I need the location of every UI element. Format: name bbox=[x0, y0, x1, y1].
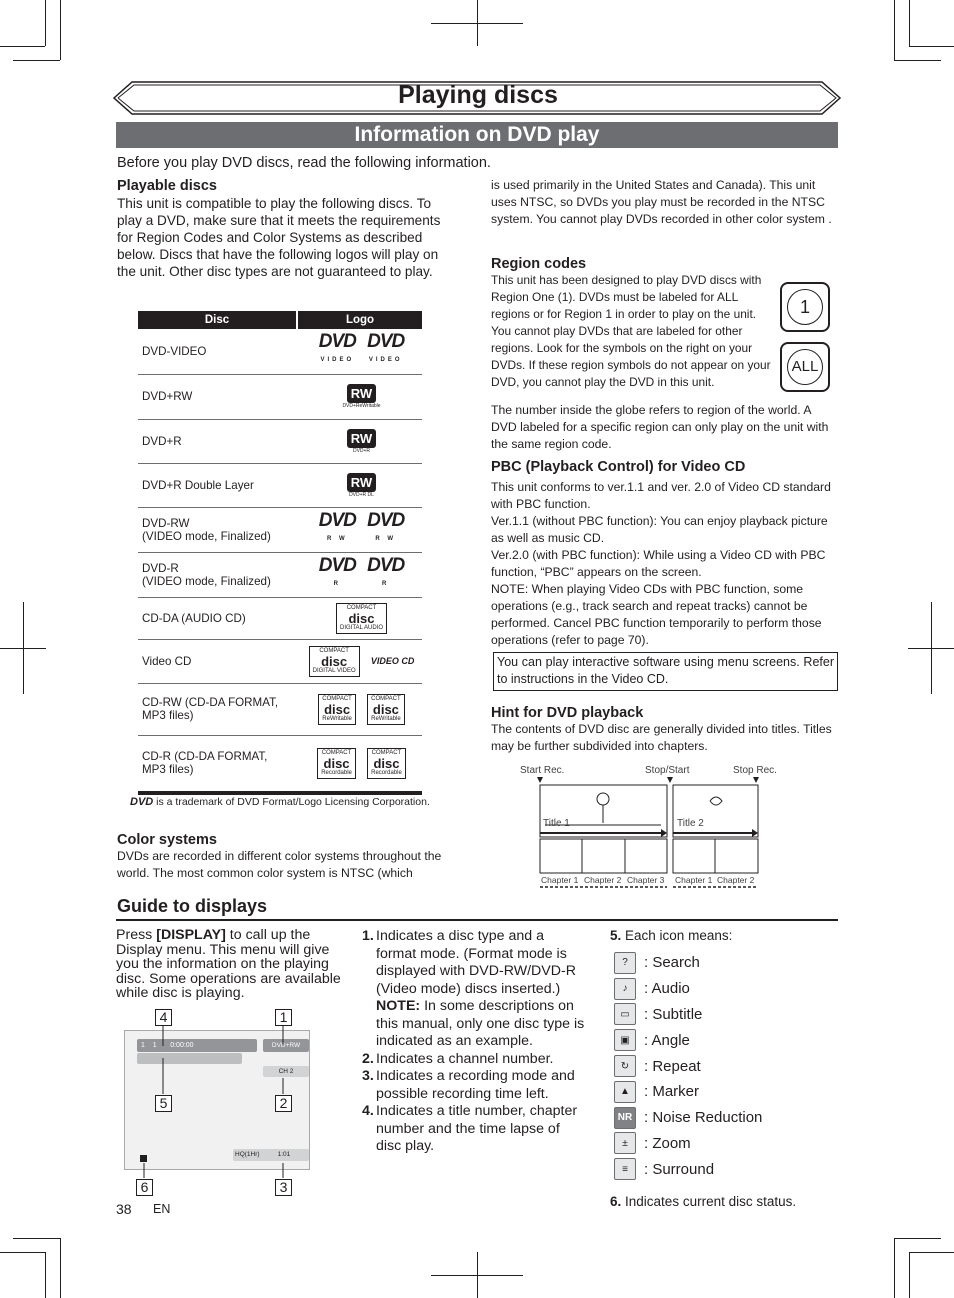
disc-name: DVD-R (VIDEO mode, Finalized) bbox=[138, 552, 297, 597]
guide-heading: Guide to displays bbox=[117, 896, 268, 916]
crop-mark bbox=[0, 46, 45, 47]
crop-mark bbox=[909, 1252, 910, 1298]
title-chapter-bar: 1 1 0:00:00 bbox=[137, 1039, 257, 1052]
callout-6: 6 bbox=[136, 1179, 153, 1196]
crop-mark bbox=[13, 60, 60, 61]
item-5: 5. Each icon means: bbox=[610, 928, 733, 943]
chapter-label: Chapter 2 bbox=[717, 875, 755, 885]
disc-name: DVD-RW (VIDEO mode, Finalized) bbox=[138, 507, 297, 552]
noise-reduction-icon: NR bbox=[614, 1107, 636, 1129]
stop-start-label: Stop/Start bbox=[645, 765, 690, 776]
chapter-label: Chapter 2 bbox=[584, 875, 622, 885]
dvd-logo: DVD VIDEO bbox=[367, 331, 405, 364]
legend-noise-reduction: NR : Noise Reduction bbox=[614, 1105, 762, 1131]
disc-name: CD-RW (CD-DA FORMAT, MP3 files) bbox=[138, 683, 297, 735]
list-item: 4. Indicates a title number, chapter number and the time lapse of disc play. bbox=[362, 1103, 578, 1154]
legend-angle: ▣ : Angle bbox=[614, 1027, 762, 1053]
legend-marker: ▲ : Marker bbox=[614, 1079, 762, 1105]
title-2-label: Title 2 bbox=[677, 818, 704, 829]
col-disc: Disc bbox=[138, 311, 297, 329]
list-item: 1. Indicates a disc type and a format mode. (Format mode is displayed with DVD-RW/DVD-R (Video mode) discs inserted.) NOTE: In some descriptions on this manual, only one disc type is indicated as an example. bbox=[362, 928, 585, 1049]
crop-mark bbox=[60, 1238, 61, 1298]
callout-2: 2 bbox=[275, 1095, 292, 1112]
cd-digital-audio-logo: COMPACT disc DIGITAL AUDIO bbox=[297, 597, 422, 639]
disc-name: CD-DA (AUDIO CD) bbox=[138, 597, 297, 639]
crop-mark bbox=[894, 1238, 895, 1298]
rec-mode-badge: HQ(1Hr) 1:01 bbox=[233, 1149, 309, 1161]
playable-heading: Playable discs bbox=[117, 178, 217, 194]
playable-body: This unit is compatible to play the following discs. To play a DVD, make sure that it meets the requirements for Region Codes and Color Systems as described below. Discs that have the following logos will play on the unit. Other disc types are not guaranteed to play. bbox=[117, 196, 441, 279]
disc-name: DVD+R Double Layer bbox=[138, 463, 297, 507]
disc-name: Video CD bbox=[138, 639, 297, 683]
color-systems-body: DVDs are recorded in different color systems throughout the world. The most common color system is NTSC (which bbox=[117, 849, 442, 880]
page-number: 38 bbox=[116, 1201, 132, 1217]
crop-mark bbox=[0, 1252, 45, 1253]
repeat-icon: ↻ bbox=[614, 1055, 636, 1077]
surround-icon: ≡ bbox=[614, 1158, 636, 1180]
subtitle-icon: ▭ bbox=[614, 1003, 636, 1025]
dvd-logo-small: DVD bbox=[130, 796, 154, 808]
col-logo: Logo bbox=[297, 311, 422, 329]
marker-icon: ▲ bbox=[614, 1081, 636, 1103]
region-heading: Region codes bbox=[491, 256, 587, 272]
callout-4: 4 bbox=[155, 1009, 172, 1026]
dvd-video-logo bbox=[297, 329, 422, 374]
section-divider bbox=[116, 919, 838, 921]
chapter-label: Chapter 1 bbox=[541, 875, 579, 885]
language-code: EN bbox=[153, 1202, 171, 1216]
crop-mark bbox=[45, 0, 46, 46]
cd-rewritable-logo: COMPACT disc ReWritable COMPACT disc ReWritable bbox=[297, 683, 422, 735]
pbc-section bbox=[491, 459, 838, 649]
zoom-icon: ± bbox=[614, 1132, 636, 1154]
playable-section bbox=[117, 178, 457, 280]
crop-mark bbox=[477, 0, 478, 46]
region-1-globe-icon: 1 bbox=[780, 282, 830, 332]
crop-mark bbox=[909, 1252, 954, 1253]
crop-mark bbox=[23, 602, 24, 694]
color-systems-section bbox=[117, 832, 467, 882]
legend-audio: ♪ : Audio bbox=[614, 976, 762, 1002]
guide-numbered-list bbox=[362, 928, 587, 1156]
pbc-note-box: You can play interactive software using menu screens. Refer to instructions in the Video CD. bbox=[493, 652, 838, 691]
crop-mark bbox=[13, 1238, 60, 1239]
page-banner bbox=[118, 82, 838, 114]
section-title: Information on DVD play bbox=[116, 122, 838, 148]
dvd-rw-video-logo: DVD R W DVD R W bbox=[297, 507, 422, 552]
guide-intro: Press [DISPLAY] to call up the Display menu. This menu will give you the information on the playing disc. Some operations are available while disc is playing. bbox=[116, 927, 341, 1002]
icon-legend bbox=[614, 950, 762, 1182]
crop-mark bbox=[894, 1238, 941, 1239]
item-6: 6. Indicates current disc status. bbox=[610, 1194, 797, 1209]
region-section bbox=[491, 256, 776, 391]
crop-mark bbox=[45, 1252, 46, 1298]
disc-table bbox=[138, 311, 422, 795]
disc-name: DVD-VIDEO bbox=[138, 329, 297, 374]
cd-recordable-logo: COMPACT disc Recordable COMPACT disc Recordable bbox=[297, 735, 422, 793]
disc-name: CD-R (CD-DA FORMAT, MP3 files) bbox=[138, 735, 297, 793]
title-1-label: Title 1 bbox=[543, 818, 570, 829]
audio-icon: ♪ bbox=[614, 978, 636, 1000]
region-body: This unit has been designed to play DVD discs with Region One (1). DVDs must be labeled for ALL regions or for Region 1 in order to play on the unit. You cannot play DVDs that are labeled for other regions. Look for the symbols on the right on your DVDs. If these region symbols do not appear on your DVD, you cannot play the DVD in this unit. bbox=[491, 273, 771, 389]
color-systems-heading: Color systems bbox=[117, 832, 217, 848]
angle-icon: ▣ bbox=[614, 1029, 636, 1051]
list-item: 2. Indicates a channel number. bbox=[362, 1050, 554, 1067]
callout-3: 3 bbox=[275, 1179, 292, 1196]
list-item: 3. Indicates a recording mode and possible recording time left. bbox=[362, 1068, 575, 1102]
hint-body: The contents of DVD disc are generally divided into titles. Titles may be further subdivided into chapters. bbox=[491, 722, 832, 753]
video-cd-logo: COMPACT disc DIGITAL VIDEO VIDEO CD bbox=[297, 639, 422, 683]
legend-search: ? : Search bbox=[614, 950, 762, 976]
display-key: [DISPLAY] bbox=[156, 927, 226, 943]
dvd-rw-logo: RW DVD+ReWritable bbox=[297, 374, 422, 419]
dvd-r-video-logo: DVD R DVD R bbox=[297, 552, 422, 597]
channel-badge: CH 2 bbox=[263, 1066, 309, 1077]
chapter-label: Chapter 1 bbox=[675, 875, 713, 885]
disc-type-badge: DVD+RW bbox=[263, 1039, 309, 1052]
dvd-logo: DVD VIDEO bbox=[318, 331, 356, 364]
crop-mark bbox=[60, 0, 61, 60]
page-title: Playing discs bbox=[398, 81, 558, 109]
region-body-2: The number inside the globe refers to region of the world. A DVD labeled for a specific region can only play on the unit with the same region code. bbox=[491, 403, 829, 451]
hint-heading: Hint for DVD playback bbox=[491, 705, 644, 721]
crop-mark bbox=[894, 0, 895, 60]
callout-1: 1 bbox=[275, 1009, 292, 1026]
crop-mark bbox=[909, 0, 910, 46]
crop-mark bbox=[909, 46, 954, 47]
legend-subtitle: ▭ : Subtitle bbox=[614, 1002, 762, 1028]
color-systems-cont: is used primarily in the United States and Canada). This unit uses NTSC, so DVDs you play must be recorded in the NTSC system. You cannot play DVDs recorded in other color system . bbox=[491, 178, 832, 226]
legend-surround: ≡ : Surround bbox=[614, 1156, 762, 1182]
chapter-label: Chapter 3 bbox=[627, 875, 665, 885]
callout-5: 5 bbox=[155, 1095, 172, 1112]
pbc-heading: PBC (Playback Control) for Video CD bbox=[491, 459, 746, 475]
search-icon: ? bbox=[614, 952, 636, 974]
crop-mark bbox=[477, 1252, 478, 1298]
hint-section bbox=[491, 705, 838, 755]
dvd-r-logo: RW DVD+R bbox=[297, 419, 422, 463]
crop-mark bbox=[931, 602, 932, 694]
trademark-note: DVD is a trademark of DVD Format/Logo Licensing Corporation. bbox=[130, 796, 430, 808]
disc-name: DVD+R bbox=[138, 419, 297, 463]
stop-rec-label: Stop Rec. bbox=[733, 765, 777, 776]
legend-zoom: ± : Zoom bbox=[614, 1131, 762, 1157]
region-all-globe-icon: ALL bbox=[780, 342, 830, 392]
start-rec-label: Start Rec. bbox=[520, 765, 565, 776]
pbc-body: This unit conforms to ver.1.1 and ver. 2.0 of Video CD standard with PBC function. Ver.1.1 (without PBC function): You can enjoy playback picture as well as music CD. Ver.2.0 (with PBC function): While using a Video CD with PBC function, “PBC” appears on the screen. NOTE: When playing Video CDs with PBC function, some operations (e.g., track search and repeat tracks) cannot be performed. Cancel PBC function temporarily to perform those operations (refer to page 70). bbox=[491, 480, 831, 647]
crop-mark bbox=[894, 60, 941, 61]
legend-repeat: ↻ : Repeat bbox=[614, 1053, 762, 1079]
intro-text: Before you play DVD discs, read the following information. bbox=[117, 155, 491, 171]
disc-name: DVD+RW bbox=[138, 374, 297, 419]
dvd-r-dl-logo: RW DVD+R DL bbox=[297, 463, 422, 507]
